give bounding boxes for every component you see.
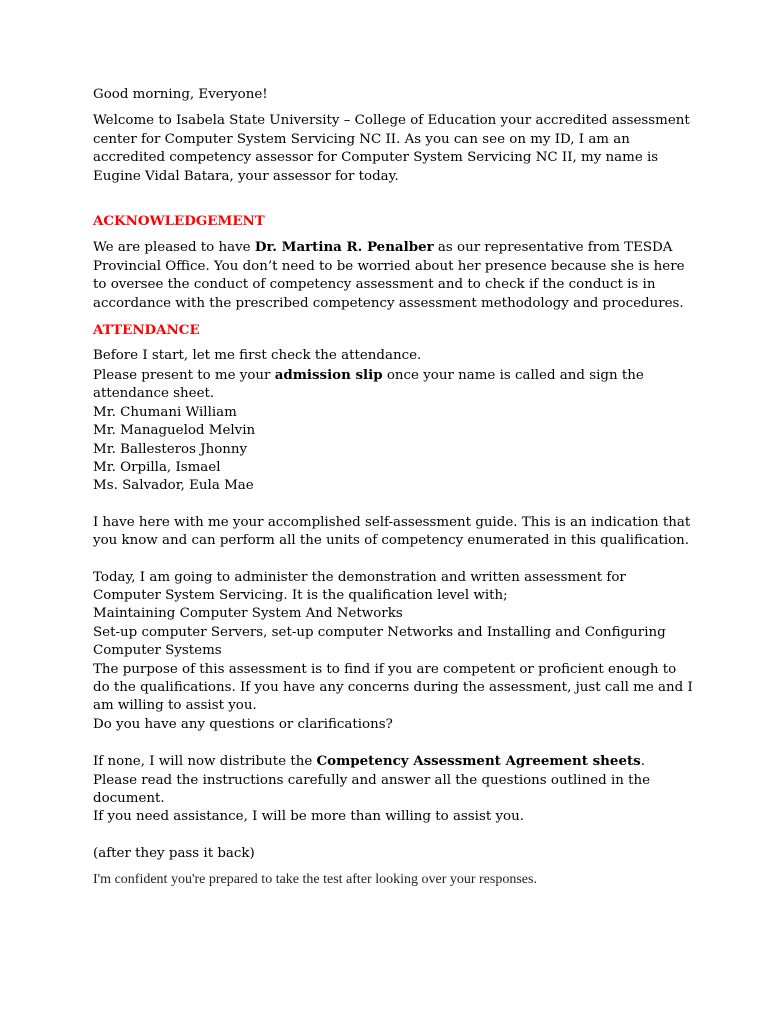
- today-line-4: The purpose of this assessment is to find if you are competent or proficient enough to do the qualifications. If you have any concerns during the assessment, just call me and I am willing to assist you.: [93, 661, 693, 714]
- attendee-name: Mr. Managuelod Melvin: [93, 423, 256, 439]
- attendance-line-2-post: once your name is called and sign the attendance sheet.: [93, 367, 644, 402]
- attendee-name: Mr. Orpilla, Ismael: [93, 459, 221, 475]
- attendee-name: Ms. Salvador, Eula Mae: [93, 478, 254, 494]
- attendance-line-1: Before I start, let me first check the attendance.: [93, 348, 422, 364]
- attendee-name: Mr. Chumani William: [93, 404, 237, 420]
- acknowledgement-post: as our representative from TESDA Provincial Office. You don’t need to be worried about her presence because she is here to oversee the conduct of competency assessment and to check if the conduct is in accordance with the prescribed competency assessment methodology and procedures.: [93, 240, 685, 311]
- distribute-line-2: If you need assistance, I will be more than willing to assist you.: [93, 809, 524, 825]
- attendee-name: Mr. Ballesteros Jhonny: [93, 441, 248, 457]
- document-body: [93, 86, 693, 890]
- attendance-line-2: [93, 366, 693, 404]
- attendance-heading: ATTENDANCE: [93, 322, 200, 339]
- self-assessment-paragraph: I have here with me your accomplished self-assessment guide. This is an indication that you know and can perform all the units of competency enumerated in this qualification.: [93, 514, 691, 549]
- distribute-post: . Please read the instructions carefully and answer all the questions outlined in the document.: [93, 754, 651, 806]
- welcome-paragraph: Welcome to Isabela State University – College of Education your accredited assessment center for Computer System Servicing NC II. As you can see on my ID, I am an accredited competency assessor for Computer System Servicing NC II, my name is Eugine Vidal Batara, your assessor for today.: [93, 113, 690, 184]
- today-line-2: Maintaining Computer System And Networks: [93, 606, 403, 622]
- attendance-line-2-pre: Please present to me your: [93, 367, 275, 383]
- today-line-1: Today, I am going to administer the demonstration and written assessment for Computer System Servicing. It is the qualification level with;: [93, 569, 626, 603]
- spacer: [93, 551, 693, 569]
- spacer: [93, 734, 693, 752]
- admission-slip: admission slip: [274, 366, 383, 383]
- distribute-paragraph: [93, 752, 693, 808]
- spacer: [93, 827, 693, 845]
- spacer: [93, 194, 693, 212]
- greeting: Good morning, Everyone!: [93, 87, 268, 102]
- representative-name: Dr. Martina R. Penalber: [254, 239, 434, 256]
- today-line-5: Do you have any questions or clarifications?: [93, 716, 393, 732]
- today-line-3: Set-up computer Servers, set-up computer Networks and Installing and Configuring Computer Systems: [93, 624, 666, 659]
- acknowledgement-pre: We are pleased to have: [93, 240, 255, 256]
- distribute-pre: If none, I will now distribute the: [93, 754, 317, 770]
- confident-line: I'm confident you're prepared to take the test after looking over your responses.: [93, 872, 537, 888]
- agreement-sheets: Competency Assessment Agreement sheets: [316, 753, 641, 770]
- spacer: [93, 496, 693, 514]
- acknowledgement-heading: ACKNOWLEDGEMENT: [93, 213, 265, 230]
- after-note: (after they pass it back): [93, 845, 255, 861]
- acknowledgement-paragraph: [93, 238, 693, 313]
